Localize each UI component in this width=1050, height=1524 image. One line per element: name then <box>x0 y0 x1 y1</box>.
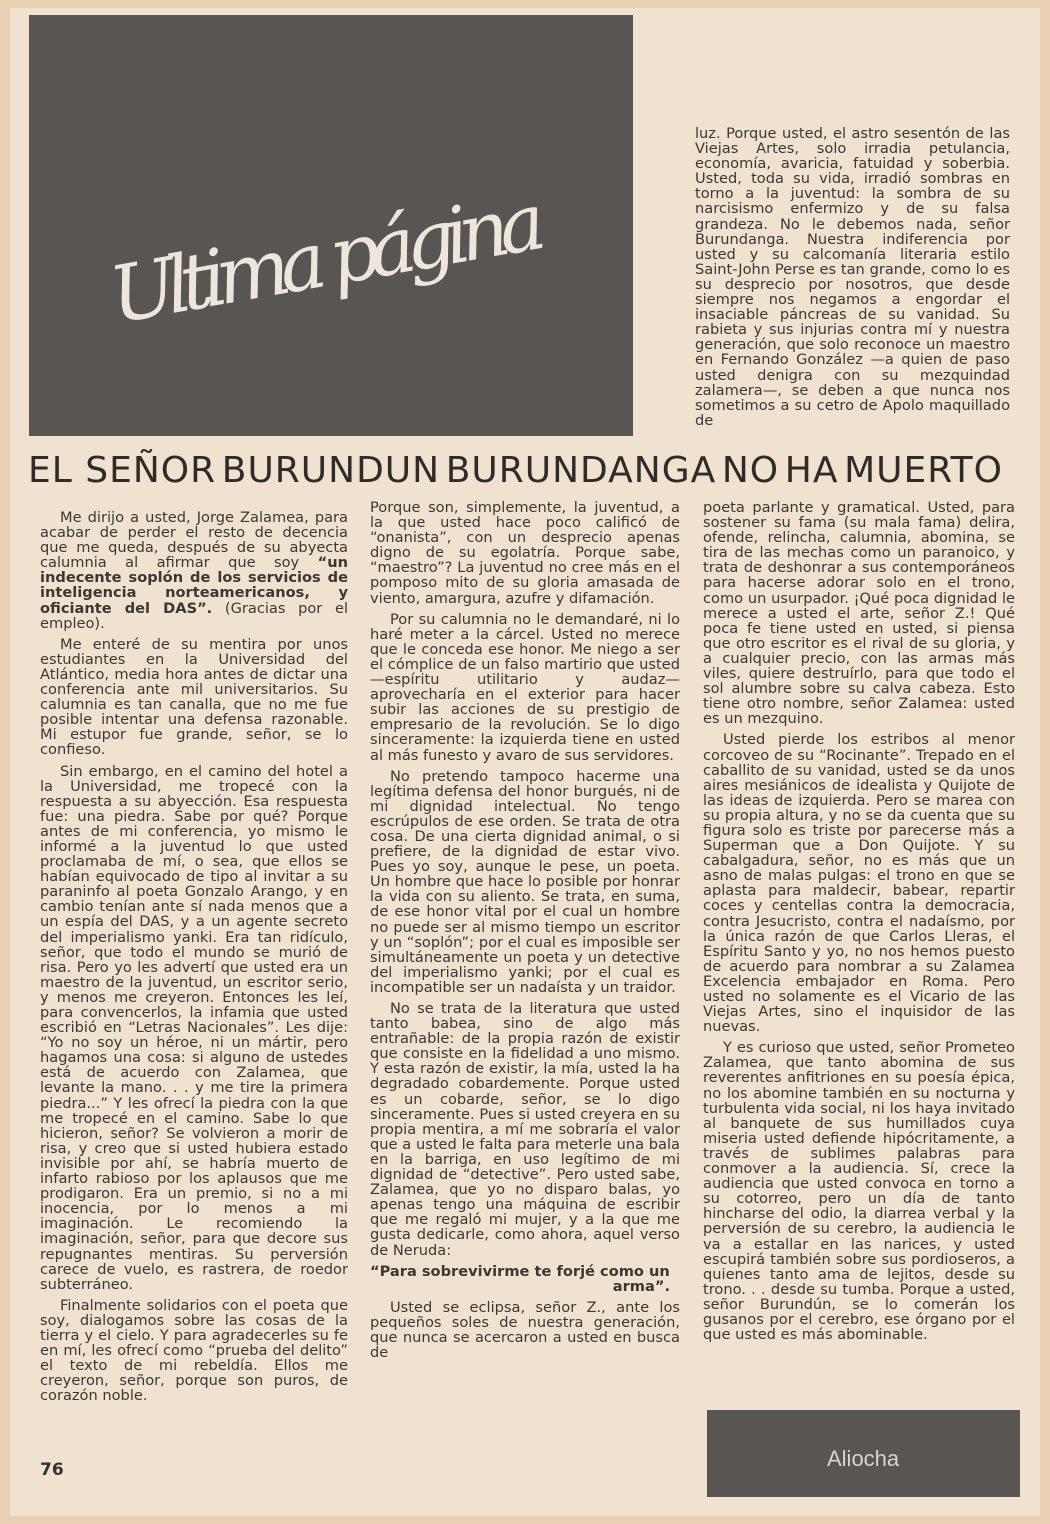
column-3 <box>703 500 1015 1348</box>
signature-box <box>707 1410 1020 1497</box>
paragraph: Y es curioso que usted, señor Prometeo Zalamea, que tanto abomina de sus reverentes anfitriones en su poesía épica, no los abomine también en su nocturna y turbulenta vida social, ni los haya invitado al banquete de sus humillados cuya miseria usted defiende hipócritamente, a través de sublimes palabras para conmover a la audiencia. Sí, crece la audiencia que usted convoca en torno a su cotorreo, pero un día de tanto hincharse del odio, la diarrea verbal y la perversión de su cerebro, la audiencia le va a estallar en las narices, y usted escupirá también sobre sus pordioseros, a quienes tanto ama de lejitos, desde su trono. . . desde su tumba. Porque a usted, señor Burundún, se lo comerán los gusanos por el cerebro, ese órgano por el que usted es más abominable. <box>703 1039 1015 1344</box>
paragraph: Sin embargo, en el camino del hotel a la Universidad, me tropecé con la respuesta a su abyección. Esa respuesta fue: una piedra. Sabe por qué? Porque antes de mi conferencia, yo mismo le informé a la juventud lo que usted proclamaba de mí, o sea, que ellos se habían equivocado de tipo al invitar a su paraninfo al poeta Gonzalo Arango, y en cambio tenían ante sí nada menos que a un espía del DAS, y a un agente secreto del imperialismo yanki. Era tan ridículo, señor, que todo el mundo se murió de risa. Pero yo les advertí que usted era un maestro de la juventud, un escritor serio, y menos me creyeron. Entonces les leí, para convencerlos, la infamia que usted escribió en “Letras Nacionales”. Les dije: “Yo no soy un héroe, ni un mártir, pero hagamos una cosa: si alguno de ustedes está de acuerdo con Zalamea, que levante la mano. . . y me tire la primera piedra...” Y les ofrecí la piedra con la que me tropecé en el camino. Sabe lo que hicieron, señor? Se volvieron a morir de risa, y creo que si usted hubiera estado invisible por ahí, se habría muerto de infarto rabioso por los aplausos que me prodigaron. Era un premio, si no a mi inocencia, por lo menos a mi imaginación. Le recomiendo la imaginación, señor, para que decore sus repugnantes mentiras. Su perversión carece de vuelo, es rastrera, de roedor subterráneo. <box>40 762 348 1293</box>
headline-word: NO <box>721 450 780 491</box>
ultima-pagina-logo <box>29 15 633 436</box>
headline-word: BURUNDUN <box>221 450 441 491</box>
author-signature: Aliocha <box>827 1446 900 1471</box>
paragraph: No pretendo tampoco hacerme una legítima defensa del honor burgués, ni de mi dignidad intelectual. No tengo escrúpulos de ese orden. Se trata de otra cosa. De una cierta dignidad animal, o si prefiere, de la dignidad de estar vivo. Pues yo soy, aunque le pese, un poeta. Un hombre que hace lo posible por honrar la vida con su aliento. Se trata, en suma, de ese honor vital por el cual un hombre no puede ser al mismo tiempo un escritor y un “soplón”; por el cual es imposible ser simultáneamente un poeta y un detective del imperialismo yanki; por el cual es incompatible ser un nadaísta y un traidor. <box>370 767 680 996</box>
headline-word: EL SEÑOR <box>28 450 217 491</box>
paragraph: Por su calumnia no le demandaré, ni lo haré meter a la cárcel. Usted no merece que le conceda ese honor. Me niego a ser el cómplice de un falso martirio que usted —espíritu utilitario y audaz— aprovecharía en el exterior para hacer subir las acciones de su prestigio de empresario de la revolución. Se lo digo sinceramente: la izquierda tiene en usted al más funesto y avaro de sus servidores. <box>370 610 680 764</box>
column-2 <box>370 500 680 1366</box>
headline-word: BURUNDANGA <box>445 450 717 491</box>
paragraph: Usted se eclipsa, señor Z., ante los pequeños soles de nuestra generación, que nunca se acercaron a usted en busca de <box>370 1298 680 1362</box>
paragraph: Finalmente solidarios con el poeta que soy, dialogamos sobre las cosas de la tierra y el cielo. Y para agradecerles su fe en mí, les ofrecí como “prueba del delito” el texto de mi rebeldía. Ellos me creyeron, señor, porque son puros, de corazón noble. <box>40 1296 348 1405</box>
verse-line: arma”. <box>612 1277 670 1295</box>
column-top-right <box>695 126 1010 434</box>
page-number: 76 <box>40 1460 64 1480</box>
paragraph: Usted pierde los estribos al menor corcoveo de su “Rocinante”. Trepado en el caballito de su vanidad, usted se da unos aires mesiánicos de idealista y Quijote de las ideas de izquierda. Pero se marea con su propia altura, y no se da cuenta que su figura solo es triste por parecerse más a Superman que a Don Quijote. Y su cabalgadura, señor, no es más que un asno de malas pulgas: el trono en que se aplasta para maldecir, babear, repartir coces y centellas contra la democracia, contra Jesucristo, contra el nadaísmo, por la única razón de que Carlos Lleras, el Espíritu Santo y yo, no nos hemos puesto de acuerdo para nombrar a su Zalamea Excelencia embajador en Roma. Pero usted no solamente es el Vicario de las Viejas Artes, sino el inquisidor de las nuevas. <box>703 731 1015 1036</box>
headline-word: HA <box>784 450 839 491</box>
logo-text: Ultima página <box>103 176 553 342</box>
paragraph: Me enteré de su mentira por unos estudiantes en la Universidad del Atlántico, media hora antes de dictar una conferencia ante mil universitarios. Su calumnia es tan canalla, que no me fue posible intentar una defensa razonable. Mi estupor fue grande, señor, se lo confieso. <box>40 635 348 759</box>
text-run: Me dirijo a usted, Jorge Zalamea, para acabar de perder el resto de decencia que me queda, después de su abyecta calumnia al afirmar que soy <box>40 509 348 572</box>
header-banner <box>29 15 633 436</box>
paragraph: poeta parlante y gramatical. Usted, para sostener su fama (su mala fama) delira, ofende, relincha, calumnia, abomina, se tira de las mechas como un paranoico, y trata de deshonrar a sus contemporáneos para hacerse adorar solo en el trono, como un usurpador. ¡Qué poca dignidad le merece a usted el arte, señor Z.! Qué poca fe tiene usted en usted, si piensa que otro escritor es el rival de su gloria, y a cualquier precio, con las armas más viles, quiere destruírlo, para que todo el sol alumbre sobre su calva cabeza. Esto tiene otro nombre, señor Zalamea: usted es un mezquino. <box>703 499 1015 728</box>
paragraph: No se trata de la literatura que usted tanto babea, sino de algo más entrañable: de la propia razón de existir que consiste en la fidelidad a uno mismo. Y esta razón de existir, la mía, usted la ha degradado cobardemente. Porque usted es un cobarde, señor, se lo digo sinceramente. Pues si usted creyera en su propia mentira, a mí me sobraría el valor que a usted le falta para meterle una bala en la barriga, en uso legítimo de mi dignidad de “detective”. Pero usted sabe, Zalamea, que yo no disparo balas, yo apenas tengo una máquina de escribir que me regaló mi mujer, y a la que me gusta dedicarle, como ahora, aquel verso de Neruda: <box>370 1000 680 1259</box>
paragraph: Porque son, simplemente, la juventud, a la que usted hace poco calificó de “onanista”, con un desprecio apenas digno de su egolatría. Porque sabe, “maestro”? La juventud no cree más en el pomposo mito de su gloria amasada de viento, amargura, azufre y difamación. <box>370 499 680 607</box>
headline <box>28 450 1003 491</box>
column-1 <box>40 510 348 1409</box>
quote-bold: “un indecente soplón de los servicios de inteligencia norteamericanos, y oficiante del DAS”. <box>40 554 348 617</box>
verse-line: “Para sobrevivirme te forjé como un <box>370 1262 670 1280</box>
headline-word: MUERTO <box>844 450 1003 491</box>
neruda-verse <box>370 1264 680 1294</box>
paragraph <box>40 510 348 631</box>
text-run: (Gracias por el empleo). <box>40 599 348 632</box>
paragraph: luz. Porque usted, el astro sesentón de las Viejas Artes, solo irradia petulancia, economía, avaricia, fatuidad y soberbia. Usted, toda su vida, irradió sombras en torno a la juventud: la sombra de su narcisismo enfermizo y de su falsa grandeza. No le debemos nada, señor Burundanga. Nuestra indiferencia por usted y su calcomanía literaria estilo Saint-John Perse es tan grande, como lo es su desprecio por nosotros, que desde siempre nos negamos a engordar el insaciable páncreas de su vanidad. Su rabieta y sus injurias contra mí y nuestra generación, que solo reconoce un maestro en Fernando González —a quien de paso usted denigra con su mezquindad zalamera—, se deben a que nunca nos sometimos a su cetro de Apolo maquillado de <box>695 125 1010 429</box>
